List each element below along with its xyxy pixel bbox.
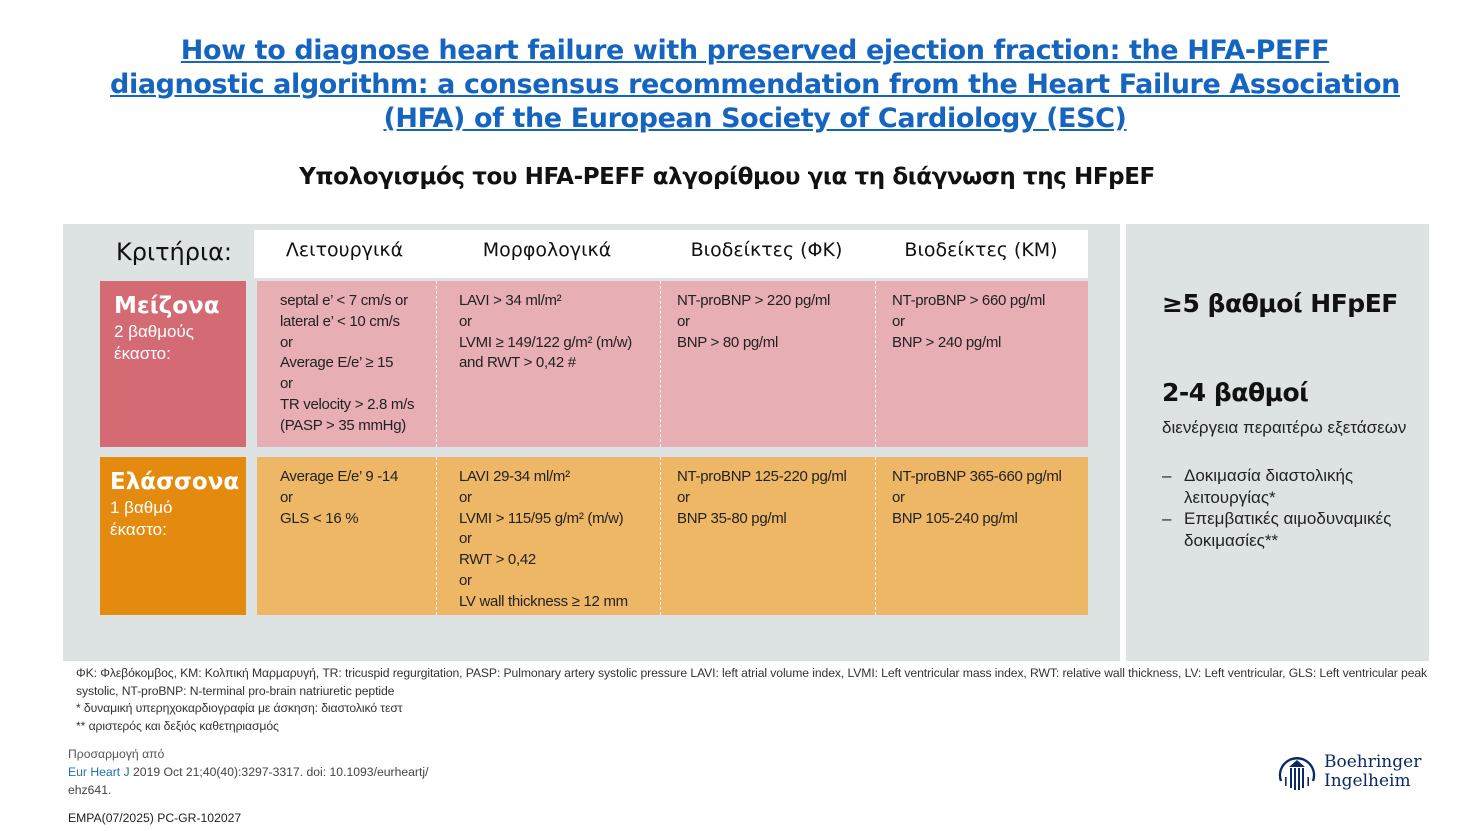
cell-line: LV wall thickness ≥ 12 mm bbox=[459, 592, 628, 610]
footnote-asterisk: * δυναμική υπερηχοκαρδιογραφία με άσκηση: διαστολικό τεστ bbox=[76, 701, 403, 715]
major-biomarkers-af-cell bbox=[875, 281, 1088, 447]
document-code: EMPA(07/2025) PC-GR-102027 bbox=[68, 811, 242, 825]
journal-link[interactable]: Eur Heart J bbox=[68, 765, 130, 779]
cell-line: NT-proBNP > 660 pg/ml bbox=[892, 292, 1046, 309]
cell-line: or bbox=[459, 488, 472, 506]
page-subtitle: Υπολογισμός του HFA-PEFF αλγορίθμου για τη διάγνωση της HFpEF bbox=[299, 164, 1155, 190]
cell-line: LVMI ≥ 149/122 g/m² (m/w) bbox=[459, 333, 633, 351]
cell-line: LVMI > 115/95 g/m² (m/w) bbox=[459, 509, 624, 527]
cell-line: or bbox=[280, 333, 293, 351]
cell-line: RWT > 0,42 bbox=[459, 551, 536, 569]
footnotes bbox=[76, 665, 1436, 735]
cell-line: or bbox=[280, 375, 293, 393]
major-morphological-cell bbox=[436, 281, 660, 447]
major-functional-cell bbox=[257, 281, 436, 447]
article-title-link[interactable]: How to diagnose heart failure with preserved ejection fraction: the HFA-PEFF diagnostic algorithm: a consensus recommendation from the Heart Failure Association (HFA) of the European Society of Cardiology (ESC) bbox=[110, 35, 1400, 134]
further-tests-list bbox=[1162, 465, 1422, 551]
source-label: Προσαρμογή από bbox=[68, 747, 165, 761]
column-header-biomarkers-sinus: Βιοδείκτες (ΦΚ) bbox=[690, 239, 843, 261]
column-header-biomarkers-af: Βιοδείκτες (ΚΜ) bbox=[904, 239, 1058, 261]
column-header-functional: Λειτουργικά bbox=[285, 239, 404, 261]
cell-line: BNP 35-80 pg/ml bbox=[677, 509, 787, 527]
cell-line: LAVI 29-34 ml/m² bbox=[459, 468, 570, 485]
cell-line: LAVI > 34 ml/m² bbox=[459, 292, 562, 309]
citation bbox=[68, 763, 428, 781]
criteria-label: Κριτήρια: bbox=[116, 238, 233, 266]
dash-bullet-icon: – bbox=[1162, 509, 1172, 528]
cell-line: or bbox=[459, 571, 472, 589]
cell-line: (PASP > 35 mmHg) bbox=[280, 416, 406, 434]
citation-details: 2019 Oct 21;40(40):3297-3317. doi: 10.1093/eurheartj/ bbox=[129, 765, 429, 779]
cell-line: and RWT > 0,42 # bbox=[459, 354, 576, 372]
minor-each: έκαστο: bbox=[110, 520, 167, 539]
citation-doi-end: ehz641. bbox=[68, 783, 112, 797]
cell-line: lateral e’ < 10 cm/s bbox=[280, 312, 400, 330]
further-test-item bbox=[1162, 508, 1422, 551]
minor-criteria-label bbox=[100, 457, 246, 615]
cell-line: NT-proBNP 365-660 pg/ml bbox=[892, 468, 1062, 485]
result-intermediate-desc: διενέργεια περαιτέρω εξετάσεων bbox=[1162, 418, 1407, 437]
cell-line: Average E/e’ 9 -14 bbox=[280, 468, 399, 485]
major-title: Μείζονα bbox=[114, 293, 220, 319]
minor-biomarkers-af-cell bbox=[875, 457, 1088, 615]
cell-line: or bbox=[280, 488, 293, 506]
cell-line: GLS < 16 % bbox=[280, 509, 359, 527]
cell-line: or bbox=[677, 488, 690, 506]
cell-line: BNP 105-240 pg/ml bbox=[892, 509, 1018, 527]
cell-line: or bbox=[892, 488, 905, 506]
major-criteria-label bbox=[100, 281, 246, 447]
minor-points: 1 βαθμό bbox=[110, 498, 173, 517]
column-headers bbox=[254, 230, 1088, 278]
cell-line: BNP > 80 pg/ml bbox=[677, 333, 778, 351]
further-test-label: Δοκιμασία διαστολικής λειτουργίας* bbox=[1184, 466, 1354, 507]
cell-line: Average E/e’ ≥ 15 bbox=[280, 354, 394, 372]
major-criteria-row bbox=[257, 281, 1088, 447]
cell-line: septal e’ < 7 cm/s or bbox=[280, 292, 408, 309]
logo-wordmark bbox=[1324, 753, 1421, 791]
cell-line: NT-proBNP > 220 pg/ml bbox=[677, 292, 831, 309]
cell-line: or bbox=[892, 312, 905, 330]
source-reference bbox=[68, 745, 428, 799]
further-test-item bbox=[1162, 465, 1422, 508]
minor-biomarkers-sinus-cell bbox=[660, 457, 875, 615]
major-biomarkers-sinus-cell bbox=[660, 281, 875, 447]
dash-bullet-icon: – bbox=[1162, 466, 1172, 485]
minor-title: Ελάσσονα bbox=[110, 469, 240, 495]
further-test-label: Επεμβατικές αιμοδυναμικές δοκιμασίες** bbox=[1184, 509, 1392, 550]
cell-line: BNP > 240 pg/ml bbox=[892, 333, 1002, 351]
minor-criteria-row bbox=[257, 457, 1088, 615]
major-points: 2 βαθμούς bbox=[114, 322, 194, 341]
footnote-double-asterisk: ** αριστερός και δεξιός καθετηριασμός bbox=[76, 718, 279, 733]
cell-line: or bbox=[459, 312, 472, 330]
minor-functional-cell bbox=[257, 457, 436, 615]
result-intermediate-title: 2-4 βαθμοί bbox=[1162, 378, 1309, 407]
cell-line: TR velocity > 2.8 m/s bbox=[280, 395, 415, 413]
company-emblem-icon bbox=[1276, 751, 1318, 793]
major-each: έκαστο: bbox=[114, 344, 171, 363]
logo-line-2: Ingelheim bbox=[1324, 771, 1411, 791]
logo-line-1: Boehringer bbox=[1324, 752, 1422, 772]
column-header-morphological: Μορφολογικά bbox=[482, 239, 612, 261]
cell-line: or bbox=[677, 312, 690, 330]
boehringer-ingelheim-logo bbox=[1276, 751, 1421, 793]
cell-line: NT-proBNP 125-220 pg/ml bbox=[677, 468, 847, 485]
minor-morphological-cell bbox=[436, 457, 660, 615]
abbreviations-footnote: ΦΚ: Φλεβόκομβος, ΚΜ: Κολπική Μαρμαρυγή, TR: tricuspid regurgitation, PASP: Pulmonary artery systolic pressure LAVI: left atrial volume index, LVMI: Left ventricular mass index, RWT: relative wall thickness, LV: Left ventricular, GLS: Left ventricular peak systolic, NT-proBNP: N-terminal pro-brain natriuretic peptide bbox=[76, 666, 1428, 698]
result-positive-hfpef: ≥5 βαθμοί HFpEF bbox=[1162, 289, 1398, 318]
cell-line: or bbox=[459, 530, 472, 548]
